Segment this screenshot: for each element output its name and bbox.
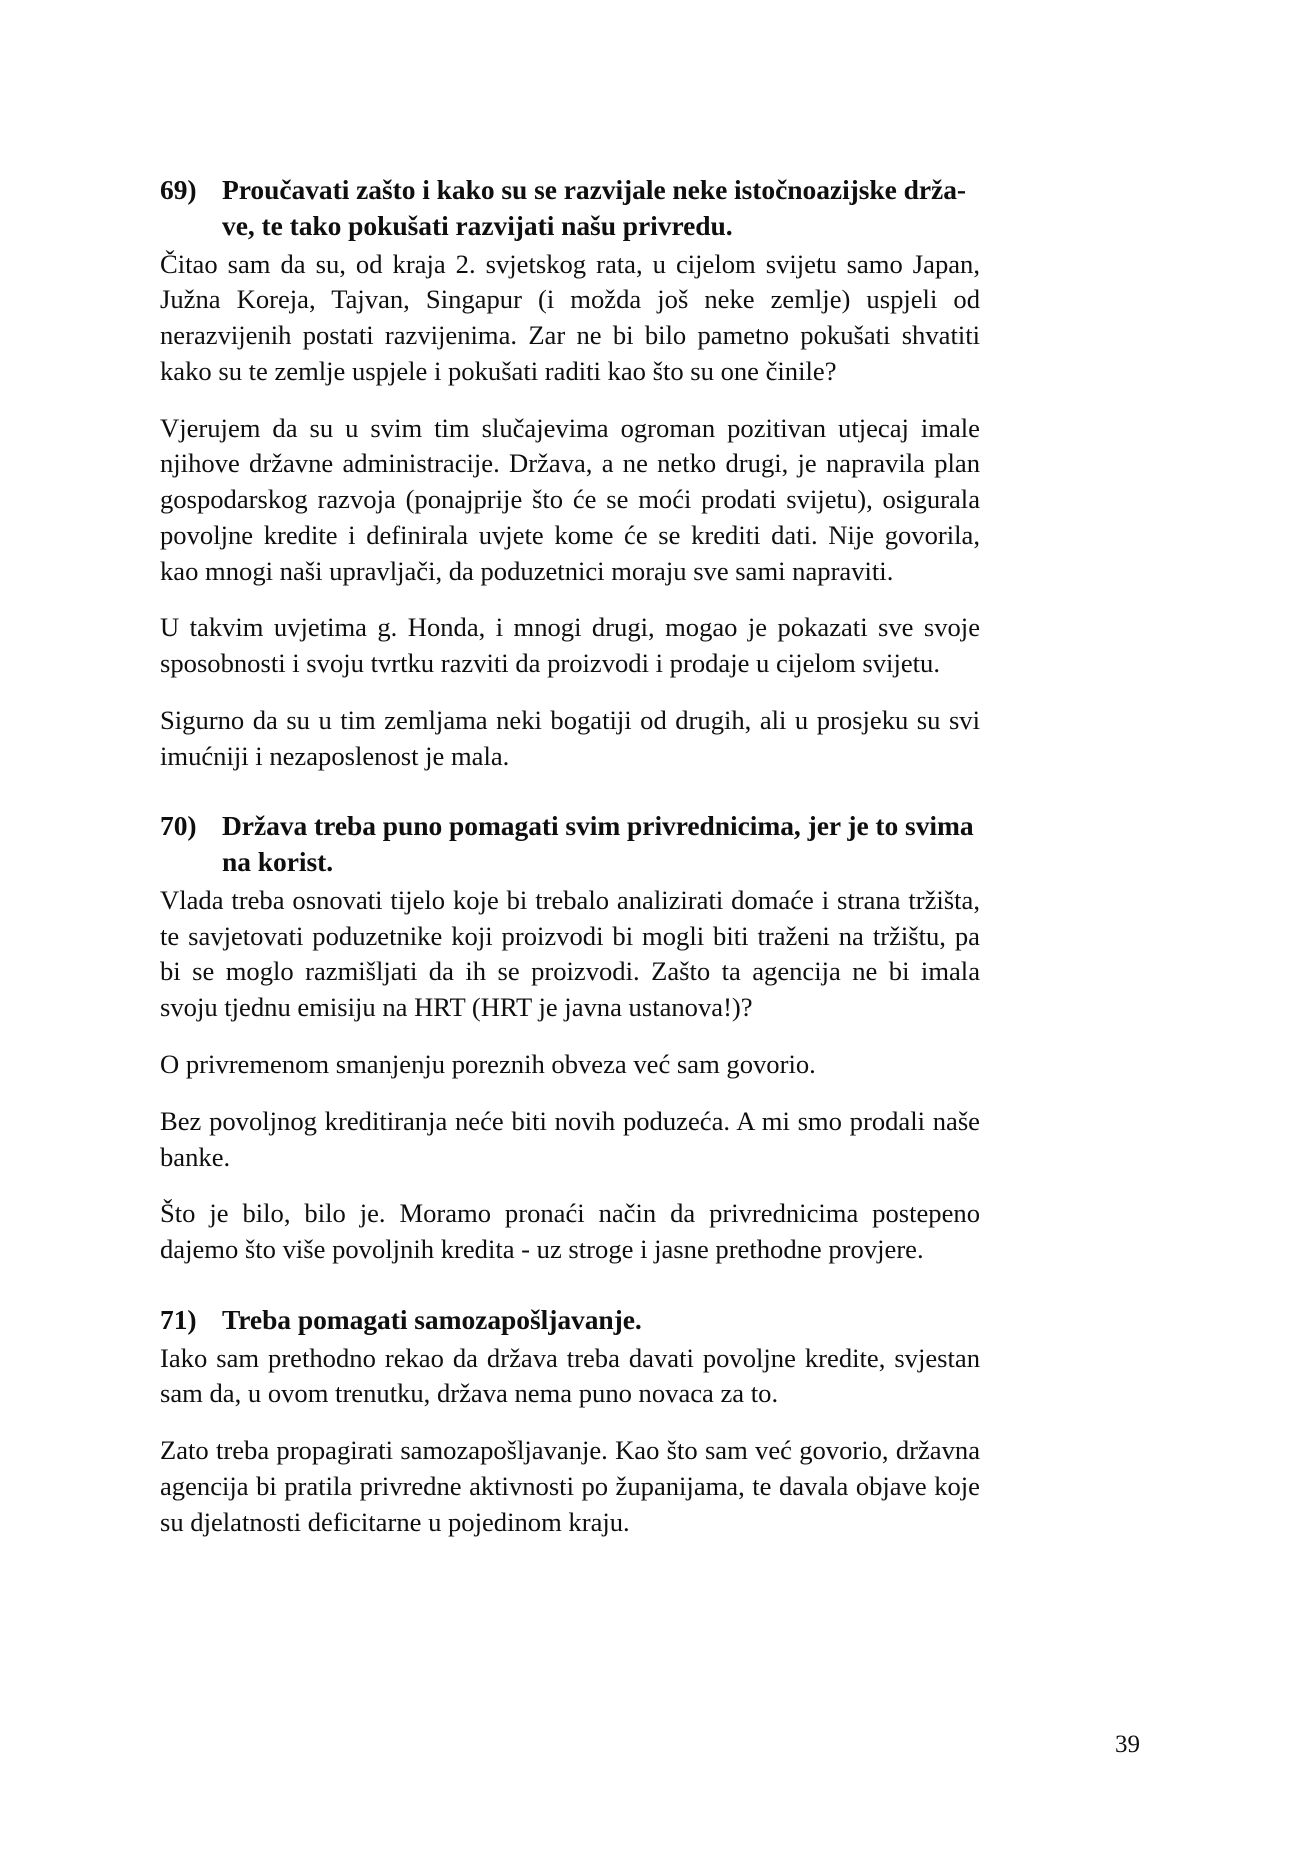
section-heading-text-69: Proučavati zašto i kako su se razvijale neke istočnoazijske države, te tako pokušati razvijati našu privredu. bbox=[222, 174, 967, 241]
paragraph: Što je bilo, bilo je. Moramo pronaći način da privrednicima postepeno dajemo što više povoljnih kredita - uz stroge i jasne prethodne provjere. bbox=[160, 1198, 980, 1265]
section-69 bbox=[160, 172, 980, 244]
paragraph: Zato treba propagirati samozapošljavanje. Kao što sam već govorio, državna agencija bi pratila privredne aktivnosti po županijama, te davala objave koje su djelatnosti deficitarne u pojedinom kraju. bbox=[160, 1435, 980, 1537]
section-number-70: 70) bbox=[160, 810, 197, 842]
section-number-71: 71) bbox=[160, 1303, 197, 1335]
section-heading-text-71: Treba pomagati samozapošljavanje. bbox=[222, 1303, 642, 1335]
section-heading-text-70: Država treba puno pomagati svim privrednicima, jer je to svima na korist. bbox=[222, 810, 974, 878]
paragraph: U takvim uvjetima g. Honda, i mnogi drugi, mogao je pokazati sve svoje sposobnosti i svoju tvrtku razviti da proizvodi i prodaje u cijelom svijetu. bbox=[160, 612, 980, 679]
page-number: 39 bbox=[1115, 1731, 1140, 1758]
paragraph: Čitao sam da su, od kraja 2. svjetskog rata, u cijelom svijetu samo Japan, Južna Koreja, Tajvan, Singapur (i možda još neke zemlje) uspjeli od nerazvijenih postati razvijenima. Zar ne bi bilo pametno pokušati shvatiti kako su te zemlje uspjele i pokušati raditi kao što su one činile? bbox=[160, 248, 980, 386]
paragraph: Vlada treba osnovati tijelo koje bi trebalo analizirati domaće i strana tržišta, te savjetovati poduzetnike koji proizvodi bi mogli biti traženi na tržištu, pa bi se moglo razmišljati da ih se proizvodi. Zašto ta agencija ne bi imala svoju tjednu emisiju na HRT (HRT je javna ustanova!)? bbox=[160, 884, 980, 1023]
paragraph: Bez povoljnog kreditiranja neće biti novih poduzeća. A mi smo prodali naše banke. bbox=[160, 1105, 980, 1172]
section-71 bbox=[160, 1302, 980, 1338]
paragraph: Vjerujem da su u svim tim slučajevima ogroman pozitivan utjecaj imale njihove državne administracije. Država, a ne netko drugi, je napravila plan gospodarskog razvoja (ponajprije što će se moći prodati svijetu), osigurala povoljne kredite i definirala uvjete kome će se krediti dati. Nije govorila, kao mnogi naši upravljači, da poduzetnici moraju sve sami napraviti. bbox=[160, 412, 980, 586]
page-content bbox=[160, 172, 980, 1540]
section-70 bbox=[160, 808, 980, 880]
section-heading-70 bbox=[160, 808, 980, 880]
section-heading-69 bbox=[160, 172, 980, 244]
paragraph: O privremenom smanjenju poreznih obveza već sam govorio. bbox=[160, 1049, 816, 1080]
section-heading-71 bbox=[160, 1302, 980, 1338]
section-number-69: 69) bbox=[160, 174, 197, 205]
paragraph: Iako sam prethodno rekao da država treba davati povoljne kredite, svjestan sam da, u ovom trenutku, država nema puno novaca za to. bbox=[160, 1342, 980, 1409]
paragraph: Sigurno da su u tim zemljama neki bogatiji od drugih, ali u prosjeku su svi imućniji i nezaposlenost je mala. bbox=[160, 704, 980, 771]
